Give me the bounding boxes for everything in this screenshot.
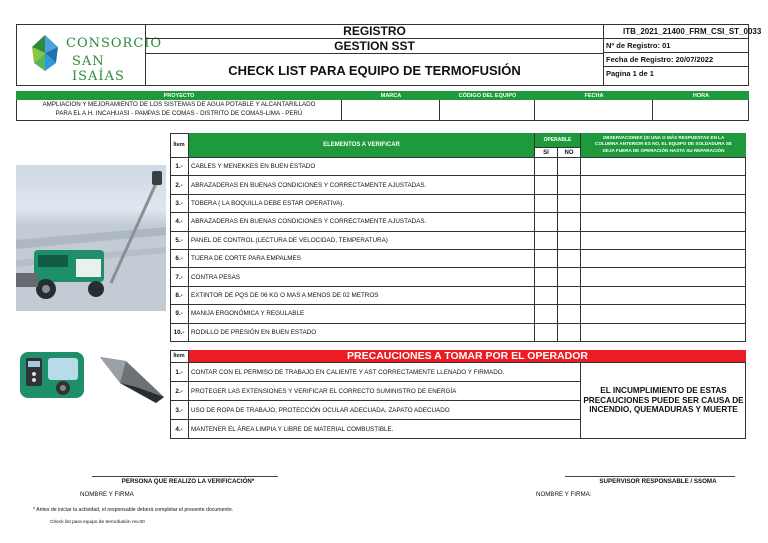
- precaution-num: 4.-: [170, 420, 189, 439]
- welder-photo: [16, 165, 166, 311]
- si-checkbox[interactable]: [535, 232, 558, 250]
- footer-doc: Check list para equipo de termofusión rev.00: [50, 520, 145, 525]
- element-num: 2.-: [170, 176, 189, 194]
- control-panel-photo: [18, 350, 86, 400]
- no-checkbox[interactable]: [558, 158, 581, 176]
- si-checkbox[interactable]: [535, 195, 558, 213]
- precaution-text: CONTAR CON EL PERMISO DE TRABAJO EN CALIENTE Y AST CORRECTAMENTE LLENADO Y FIRMADO.: [189, 363, 581, 382]
- no-checkbox[interactable]: [558, 213, 581, 231]
- element-num: 7.-: [170, 268, 189, 286]
- welder-machine-icon: [16, 165, 166, 311]
- precautions-item-header: Ítem: [170, 350, 189, 363]
- observation-cell[interactable]: [581, 305, 746, 323]
- logo-text-2: SAN ISAÍAS: [72, 54, 125, 84]
- project-line-2: PARA EL A.H. INCAHUASI - PAMPAS DE COMAS - DISTRITO DE COMAS-LIMA - PERÚ: [55, 110, 303, 117]
- logo-mark-icon: [28, 33, 62, 73]
- no-checkbox[interactable]: [558, 268, 581, 286]
- elements-header: ELEMENTOS A VERIFICAR: [189, 133, 535, 158]
- logo: [26, 30, 163, 84]
- precautions-header: PRECAUCIONES A TOMAR POR EL OPERADOR: [189, 350, 746, 363]
- si-checkbox[interactable]: [535, 158, 558, 176]
- element-text: PANEL DE CONTROL (LECTURA DE VELOCIDAD, TEMPERATURA): [189, 232, 535, 250]
- doc-code: ITB_2021_21400_FRM_CSI_ST_0033: [603, 24, 749, 39]
- element-text: CABLES Y MENEKKES EN BUEN ESTADO: [189, 158, 535, 176]
- element-text: MANIJA ERGONÓMICA Y REGULABLE: [189, 305, 535, 323]
- footer-note: * Antes de iniciar la actividad, el responsable deberá completar el presente documento.: [33, 507, 234, 513]
- no-checkbox[interactable]: [558, 324, 581, 342]
- precaution-text: USO DE ROPA DE TRABAJO, PROTECCIÓN OCULAR ADECUADA, ZAPATO ADECUADO: [189, 401, 581, 420]
- fecha-label: FECHA: [584, 92, 604, 99]
- elements-item-header: Ítem: [170, 133, 189, 158]
- no-checkbox[interactable]: [558, 176, 581, 194]
- right-signature-title: SUPERVISOR RESPONSABLE / SSOMA: [599, 478, 717, 485]
- si-header: SI: [535, 147, 558, 158]
- no-checkbox[interactable]: [558, 232, 581, 250]
- no-checkbox[interactable]: [558, 195, 581, 213]
- no-header: NO: [558, 147, 581, 158]
- element-text: ABRAZADERAS EN BUENAS CONDICIONES Y CORRECTAMENTE AJUSTADAS.: [189, 213, 535, 231]
- left-signature-line: [92, 476, 278, 477]
- element-num: 8.-: [170, 287, 189, 305]
- observaciones-header: [581, 133, 746, 158]
- no-checkbox[interactable]: [558, 287, 581, 305]
- marca-label: MARCA: [380, 92, 402, 99]
- precaution-num: 1.-: [170, 363, 189, 382]
- observation-cell[interactable]: [581, 158, 746, 176]
- precaution-num: 2.-: [170, 382, 189, 401]
- warning-line-2: PRECAUCIONES PUEDE SER CAUSA DE: [583, 395, 744, 405]
- operable-header: OPERABLE: [535, 133, 581, 147]
- si-checkbox[interactable]: [535, 213, 558, 231]
- precaution-warning: [581, 382, 746, 422]
- precaution-text: MANTENER EL ÁREA LIMPIA Y LIBRE DE MATERIAL COMBUSTIBLE.: [189, 420, 581, 439]
- element-num: 5.-: [170, 232, 189, 250]
- si-checkbox[interactable]: [535, 176, 558, 194]
- page-title: CHECK LIST PARA EQUIPO DE TERMOFUSIÓN: [228, 62, 521, 78]
- precaution-num: 3.-: [170, 401, 189, 420]
- hora-label: HORA: [692, 92, 710, 99]
- element-num: 3.-: [170, 195, 189, 213]
- fecha-registro: Fecha de Registro: 20/07/2022: [603, 53, 749, 67]
- observation-cell[interactable]: [581, 268, 746, 286]
- registro-number: Nº de Registro: 01: [603, 39, 749, 53]
- no-checkbox[interactable]: [558, 250, 581, 268]
- element-num: 6.-: [170, 250, 189, 268]
- si-checkbox[interactable]: [535, 268, 558, 286]
- nozzle-photo: [96, 353, 166, 405]
- codigo-value[interactable]: [440, 100, 535, 121]
- warning-line-3: INCENDIO, QUEMADURAS Y MUERTE: [589, 405, 738, 414]
- marca-value[interactable]: [342, 100, 440, 121]
- observation-cell[interactable]: [581, 250, 746, 268]
- warning-line-1: EL INCUMPLIMIENTO DE ESTAS: [600, 386, 727, 395]
- observation-cell[interactable]: [581, 287, 746, 305]
- si-checkbox[interactable]: [535, 287, 558, 305]
- element-text: RODILLO DE PRESIÓN EN BUEN ESTADO: [189, 324, 535, 342]
- observation-cell[interactable]: [581, 176, 746, 194]
- nozzle-icon: [96, 353, 166, 405]
- obs-line-2: COLUMNA ANTERIOR ES NO, EL EQUIPO DE SOLDADURA SE: [595, 141, 732, 147]
- observation-cell[interactable]: [581, 213, 746, 231]
- element-text: ABRAZADERAS EN BUENAS CONDICIONES Y CORRECTAMENTE AJUSTADAS.: [189, 176, 535, 194]
- si-checkbox[interactable]: [535, 324, 558, 342]
- gestion-title: GESTION SST: [146, 39, 603, 54]
- element-num: 1.-: [170, 158, 189, 176]
- element-text: CONTRA PESAS: [189, 268, 535, 286]
- observation-cell[interactable]: [581, 195, 746, 213]
- no-checkbox[interactable]: [558, 305, 581, 323]
- proyecto-label: PROYECTO: [163, 92, 195, 99]
- element-num: 10.-: [170, 324, 189, 342]
- element-text: EXTINTOR DE PQS DE 06 KG O MAS A MENOS DE 02 METROS: [189, 287, 535, 305]
- logo-text-1: CONSORCIO: [66, 36, 163, 51]
- obs-line-3: DEJA FUERA DE OPERACIÓN HASTA SU REPARACIÓN: [602, 147, 725, 153]
- element-num: 9.-: [170, 305, 189, 323]
- pagina: Pagina 1 de 1: [606, 69, 654, 78]
- right-signature-sub: NOMBRE Y FIRMA:: [536, 491, 592, 498]
- right-signature-line: [565, 476, 735, 477]
- precaution-text: PROTEGER LAS EXTENSIONES Y VERIFICAR EL CORRECTO SUMINISTRO DE ENERGÍA: [189, 382, 581, 401]
- element-num: 4.-: [170, 213, 189, 231]
- element-text: TIJERA DE CORTE PARA EMPALMES: [189, 250, 535, 268]
- project-line-1: AMPLIACION Y MEJORAMIENTO DE LOS SISTEMAS DE AGUA POTABLE Y ALCANTARILLADO: [42, 101, 316, 108]
- obs-line-1: OBSERVACIONES (SI UNA O MÁS RESPUESTAS EN LA: [602, 135, 725, 140]
- element-text: TOBERA ( LA BOQUILLA DEBE ESTAR OPERATIVA).: [189, 195, 535, 213]
- left-signature-sub: NOMBRE Y FIRMA: [80, 491, 134, 498]
- observation-cell[interactable]: [581, 232, 746, 250]
- left-signature-title: PERSONA QUE REALIZO LA VERIFICACIÓN*: [121, 478, 255, 485]
- hora-value[interactable]: [653, 100, 749, 121]
- control-panel-icon: [18, 350, 86, 400]
- si-checkbox[interactable]: [535, 305, 558, 323]
- observation-cell[interactable]: [581, 324, 746, 342]
- si-checkbox[interactable]: [535, 250, 558, 268]
- codigo-label: CÓDIGO DEL EQUIPO: [458, 92, 517, 99]
- fecha-value[interactable]: [535, 100, 653, 121]
- registro-title: REGISTRO: [146, 24, 603, 39]
